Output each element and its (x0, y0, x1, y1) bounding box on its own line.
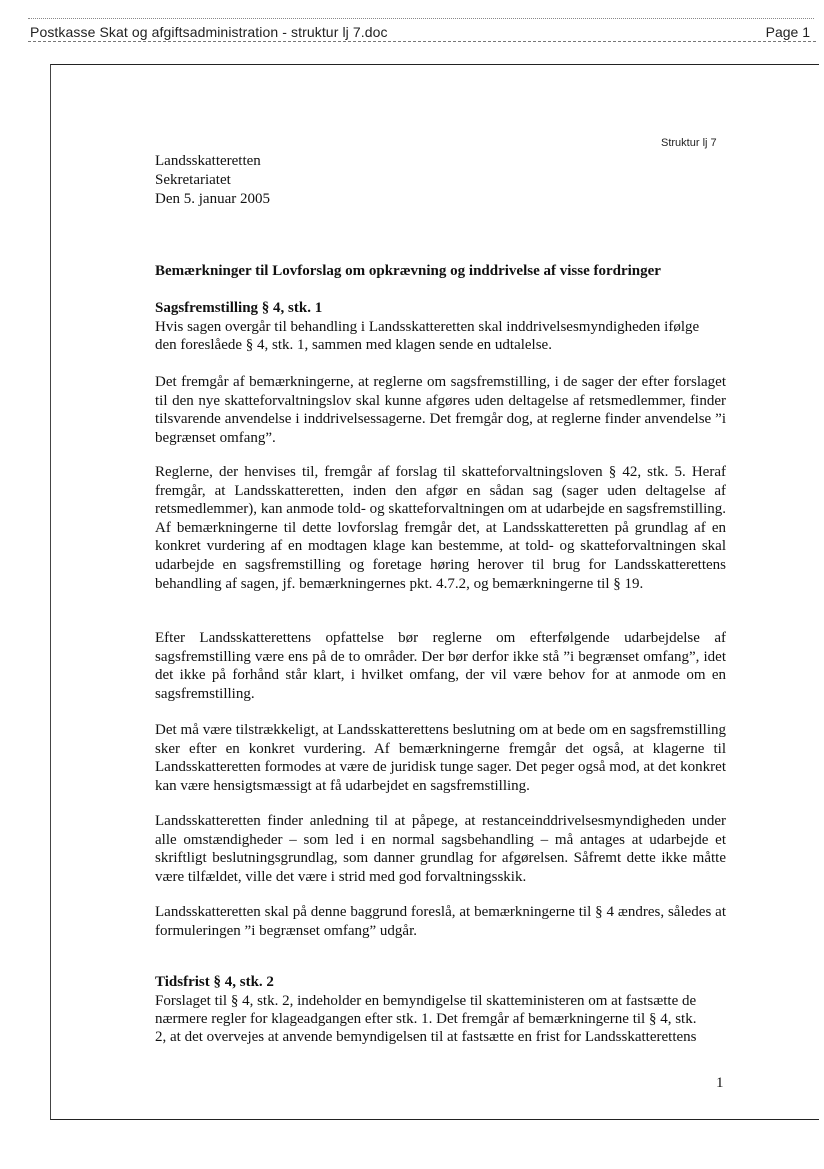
document-reference: Struktur lj 7 (661, 137, 717, 149)
body-line: 2, at det overvejes at anvende bemyndigelsen til at fastsætte en frist for Landsskatterettens (155, 1029, 697, 1045)
body-line: den foreslåede § 4, stk. 1, sammen med klagen sende en udtalelse. (155, 337, 552, 353)
body-line: nærmere regler for klageadgangen efter stk. 1. Det fremgår af bemærkningerne til § 4, stk. (155, 1011, 697, 1027)
section-body (155, 318, 699, 354)
document-date: Den 5. januar 2005 (155, 191, 270, 207)
paragraph: Det fremgår af bemærkningerne, at reglerne om sagsfremstilling, i de sager der efter forslaget til den nye skatteforvaltningslov skal kunne afgøres uden deltagelse af retsmedlemmer, finder tilsvarende anvendelse i inddrivelsessagerne. Det fremgår dog, at reglerne finder anvendelse ”i begrænset omfang”. (155, 374, 726, 446)
header-page-label: Page 1 (765, 24, 810, 40)
page-number: 1 (716, 1075, 724, 1091)
section-sagsfremstilling (155, 299, 699, 354)
header-dotted-line (28, 18, 814, 19)
fax-header (0, 0, 824, 44)
sender-name: Landsskatteretten (155, 153, 261, 169)
header-divider (28, 41, 816, 42)
document-title: Bemærkninger til Lovforslag om opkrævning og inddrivelse af visse fordringer (155, 263, 661, 279)
section-tidsfrist (155, 973, 697, 1046)
paragraph: Det må være tilstrækkeligt, at Landsskatterettens beslutning om at bede om en sagsfremstilling sker efter en konkret vurdering. Af bemærkningerne fremgår det også, at klagerne til Landsskatteretten formodes at være de juridisk tunge sager. Det peger også mod, at det konkret kan være hensigtsmæssigt at få udarbejdet en sagsfremstilling. (155, 722, 726, 794)
sender-block (155, 152, 270, 209)
section-heading: Sagsfremstilling § 4, stk. 1 (155, 300, 323, 316)
paragraph: Landsskatteretten finder anledning til at påpege, at restanceinddrivelsesmyndigheden under alle omstændigheder – som led i en normal sagsbehandling – må antages at udarbejde et skriftligt beslutningsgrundlag, som danner grundlag for afgørelsen. Såfremt dette ikke måtte være tilfældet, ville det være i strid med god forvaltningsskik. (155, 813, 726, 885)
sender-department: Sekretariatet (155, 172, 231, 188)
body-line: Hvis sagen overgår til behandling i Landsskatteretten skal inddrivelsesmyndigheden ifølge (155, 319, 700, 335)
section-body (155, 992, 697, 1046)
paragraph: Landsskatteretten skal på denne baggrund foreslå, at bemærkningerne til § 4 ændres, således at formuleringen ”i begrænset omfang” udgår. (155, 904, 726, 939)
paragraph: Efter Landsskatterettens opfattelse bør reglerne om efterfølgende udarbejdelse af sagsfremstilling være ens på de to områder. Der bør derfor ikke stå ”i begrænset omfang”, idet det ikke på forhånd står klart, i hvilket omfang, der vil være behov for at anmode om en sagsfremstilling. (155, 630, 726, 702)
body-line: Forslaget til § 4, stk. 2, indeholder en bemyndigelse til skatteministeren om at fastsætte de (155, 993, 697, 1009)
paragraph: Reglerne, der henvises til, fremgår af forslag til skatteforvaltningsloven § 42, stk. 5. Heraf fremgår, at Landsskatteretten, inden den afgør en sådan sag (sager uden deltagelse af retsmedlemmer), kan anmode told- og skatteforvaltningen om at udarbejde en sagsfremstilling. Af bemærkningerne til dette lovforslag fremgår det, at Landsskatteretten på grundlag af en konkret vurdering af en modtagen klage kan bestemme, at told- og skatteforvaltningen skal udarbejde en sagsfremstilling og foretage høring herover til brug for Landsskatterettens behandling af sagen, jf. bemærkningernes pkt. 4.7.2, og bemærkningerne til § 19. (155, 464, 726, 592)
section-heading: Tidsfrist § 4, stk. 2 (155, 974, 274, 990)
header-title: Postkasse Skat og afgiftsadministration - struktur lj 7.doc (30, 24, 388, 40)
